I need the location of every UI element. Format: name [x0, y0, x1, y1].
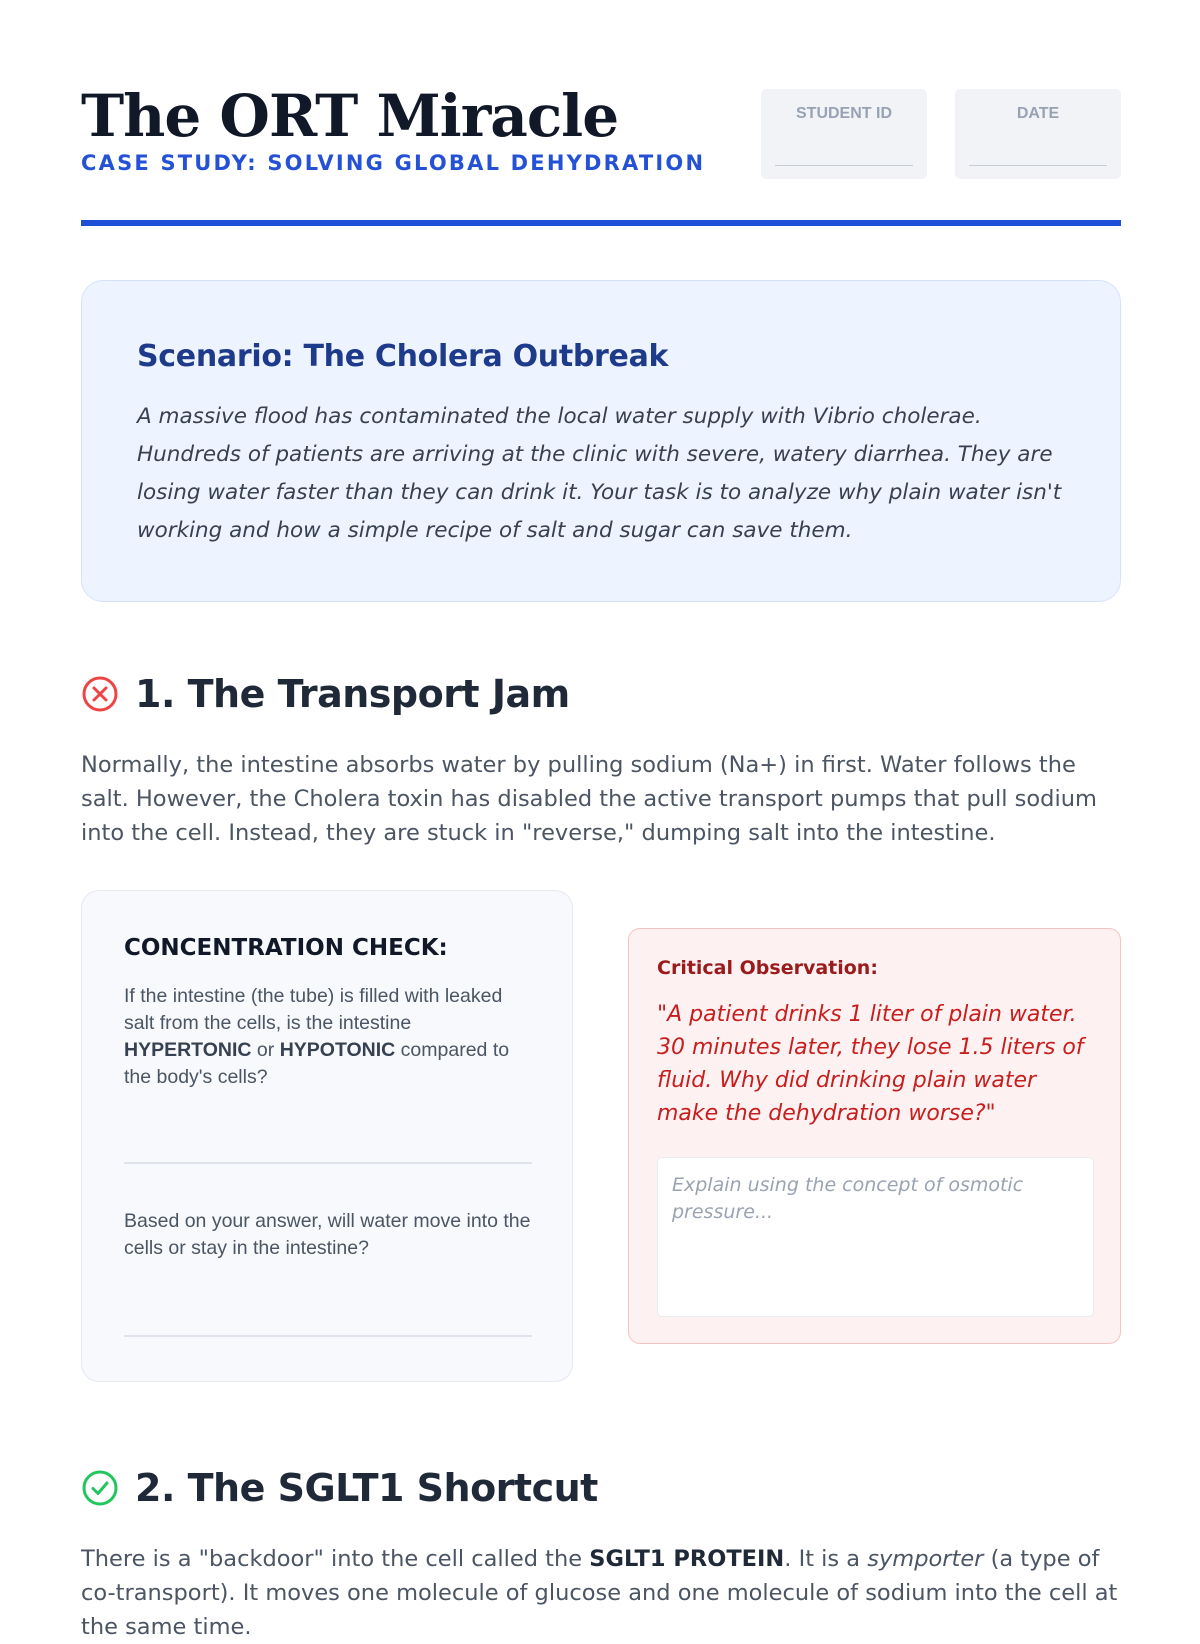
- s2-text-c: . It is a: [784, 1546, 868, 1572]
- worksheet-title: The ORT Miracle: [81, 82, 619, 150]
- header-divider: [81, 220, 1121, 226]
- answer-line-2[interactable]: [124, 1335, 532, 1337]
- q1-hypotonic: HYPOTONIC: [279, 1039, 396, 1061]
- q1-text-a: If the intestine (the tube) is filled with leaked salt from the cells, is the intestine: [124, 985, 503, 1034]
- student-id-label: STUDENT ID: [796, 105, 892, 122]
- critical-observation-card: [628, 928, 1121, 1344]
- scenario-text: A massive flood has contaminated the local water supply with Vibrio cholerae. Hundreds of patients are arriving at the clinic with severe, watery diarrhea. They are losing water faster than they can drink it. Your task is to analyze why plain water isn't working and how a simple recipe of salt and sugar can save them.: [137, 404, 1062, 543]
- section-2-title: 2. The SGLT1 Shortcut: [135, 1466, 598, 1510]
- s2-text-a: There is a "backdoor" into the cell called the: [81, 1546, 590, 1572]
- section-1-heading: [81, 672, 570, 716]
- date-label: DATE: [1016, 105, 1060, 122]
- q1-text-e: compared to the body's cells?: [124, 1039, 510, 1088]
- section-1-title: 1. The Transport Jam: [135, 672, 570, 716]
- answer-line-1[interactable]: [124, 1162, 532, 1164]
- critical-observation-quote: "A patient drinks 1 liter of plain water. 30 minutes later, they lose 1.5 liters of fluid. Why did drinking plain water make the dehydration worse?": [657, 1002, 1084, 1126]
- date-field[interactable]: [955, 89, 1121, 179]
- x-circle-icon: [81, 675, 119, 713]
- worksheet-subtitle: CASE STUDY: SOLVING GLOBAL DEHYDRATION: [81, 151, 706, 175]
- osmotic-pressure-answer-field[interactable]: [657, 1157, 1094, 1317]
- section-2-intro: [81, 1542, 1121, 1644]
- concentration-question-2: Based on your answer, will water move into the cells or stay in the intestine?: [124, 1210, 531, 1259]
- student-id-field[interactable]: [761, 89, 927, 179]
- check-circle-icon: [81, 1469, 119, 1507]
- s2-text-e: (a type of co-transport). It moves one molecule of glucose and one molecule of sodium into the cell at the same time.: [81, 1546, 1118, 1640]
- sglt1-protein-term: SGLT1 PROTEIN: [589, 1546, 785, 1572]
- q1-hypertonic: HYPERTONIC: [124, 1039, 252, 1061]
- student-id-write-line: [775, 165, 913, 166]
- symporter-term: symporter: [867, 1546, 984, 1572]
- concentration-check-heading: CONCENTRATION CHECK:: [124, 935, 448, 961]
- q1-text-or: or: [251, 1039, 280, 1061]
- critical-observation-heading: Critical Observation:: [657, 957, 878, 979]
- scenario-box: [81, 280, 1121, 602]
- section-2-heading: [81, 1466, 598, 1510]
- concentration-question-1: [124, 983, 534, 1091]
- section-1-intro: Normally, the intestine absorbs water by pulling sodium (Na+) in first. Water follows the salt. However, the Cholera toxin has disabled the active transport pumps that pull sodium into the cell. Instead, they are stuck in "reverse," dumping salt into the intestine.: [81, 752, 1097, 846]
- date-write-line: [969, 165, 1107, 166]
- worksheet-header: [81, 84, 1121, 174]
- scenario-heading: Scenario: The Cholera Outbreak: [137, 339, 669, 374]
- concentration-check-card: [81, 890, 573, 1382]
